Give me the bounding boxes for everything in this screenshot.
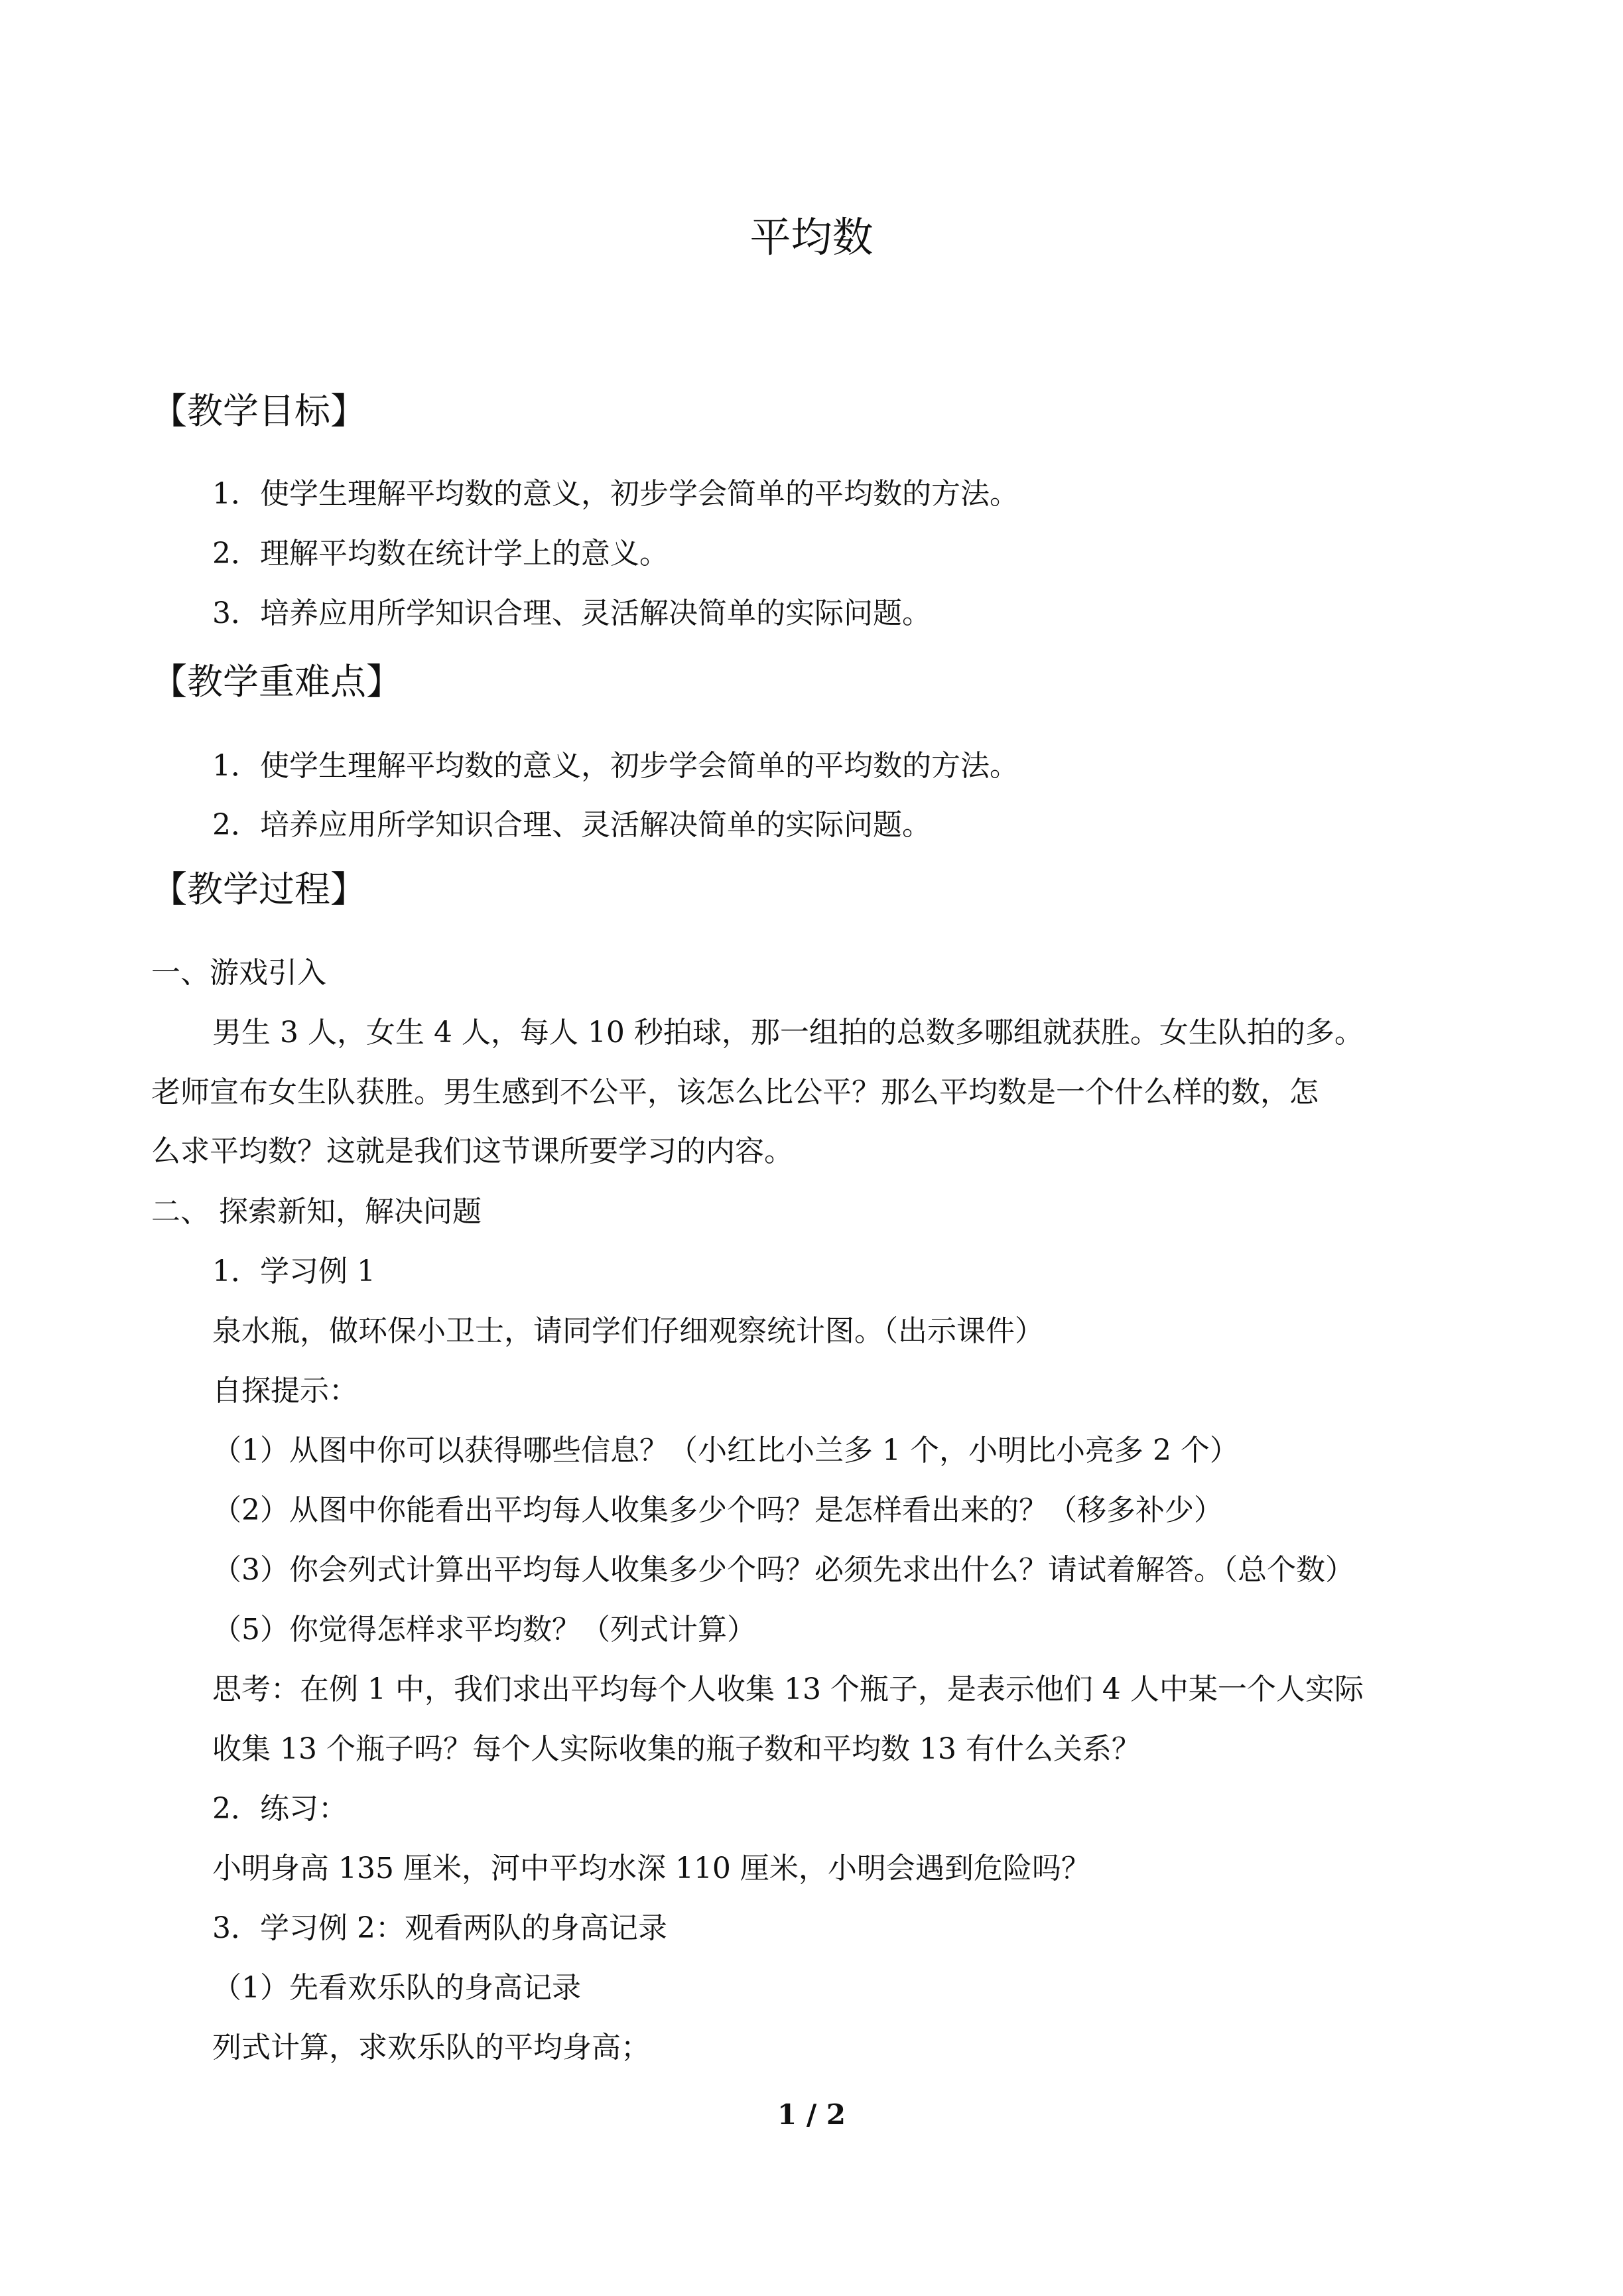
document-title: 平均数 (749, 213, 874, 261)
section-heading-process: 【教学过程】 (151, 868, 366, 910)
process-item-line: （5）你觉得怎样求平均数？（列式计算） (212, 1613, 756, 1647)
process-item-line: 小明身高 135 厘米，河中平均水深 110 厘米，小明会遇到危险吗？ (212, 1852, 1090, 1885)
objective-item-2: 2．理解平均数在统计学上的意义。 (212, 537, 669, 571)
process-paragraph-line: 老师宣布女生队获胜。男生感到不公平，该怎么比公平？那么平均数是一个什么样的数，怎 (151, 1075, 1319, 1109)
process-item-line: 3．学习例 2：观看两队的身高记录 (212, 1911, 667, 1945)
section-heading-key-points: 【教学重难点】 (151, 661, 402, 703)
process-paragraph-line: 么求平均数？这就是我们这节课所要学习的内容。 (151, 1134, 793, 1168)
process-item-line: （3）你会列式计算出平均每人收集多少个吗？必须先求出什么？请试着解答。（总个数） (212, 1553, 1354, 1587)
process-item-line: 自探提示： (212, 1374, 358, 1408)
objective-item-1: 1．使学生理解平均数的意义，初步学会简单的平均数的方法。 (212, 477, 1019, 511)
process-item-line: 收集 13 个瓶子吗？每个人实际收集的瓶子数和平均数 13 有什么关系？ (212, 1732, 1141, 1766)
process-subheading-1: 一、游戏引入 (151, 956, 326, 990)
process-item-line: （2）从图中你能看出平均每人收集多少个吗？是怎样看出来的？（移多补少） (212, 1493, 1223, 1527)
process-item-line: 1．学习例 1 (212, 1254, 375, 1288)
process-item-line: 2．练习： (212, 1792, 348, 1826)
key-point-item-1: 1．使学生理解平均数的意义，初步学会简单的平均数的方法。 (212, 749, 1019, 783)
objective-item-3: 3．培养应用所学知识合理、灵活解决简单的实际问题。 (212, 596, 931, 630)
process-item-line: 泉水瓶，做环保小卫士，请同学们仔细观察统计图。（出示课件） (212, 1314, 1044, 1348)
process-item-line: （1）先看欢乐队的身高记录 (212, 1971, 581, 2005)
key-point-item-2: 2．培养应用所学知识合理、灵活解决简单的实际问题。 (212, 808, 931, 842)
process-item-line: 列式计算，求欢乐队的平均身高； (212, 2031, 650, 2064)
page-number: 1 / 2 (777, 2098, 846, 2131)
section-heading-objectives: 【教学目标】 (151, 390, 366, 432)
process-subheading-2: 二、 探索新知，解决问题 (151, 1195, 482, 1229)
process-item-line: 思考：在例 1 中，我们求出平均每个人收集 13 个瓶子，是表示他们 4 人中某一个人实际 (212, 1672, 1364, 1706)
process-paragraph-line: 男生 3 人，女生 4 人，每人 10 秒拍球，那一组拍的总数多哪组就获胜。女生队拍的多。 (212, 1016, 1364, 1049)
process-item-line: （1）从图中你可以获得哪些信息？（小红比小兰多 1 个，小明比小亮多 2 个） (212, 1434, 1239, 1467)
